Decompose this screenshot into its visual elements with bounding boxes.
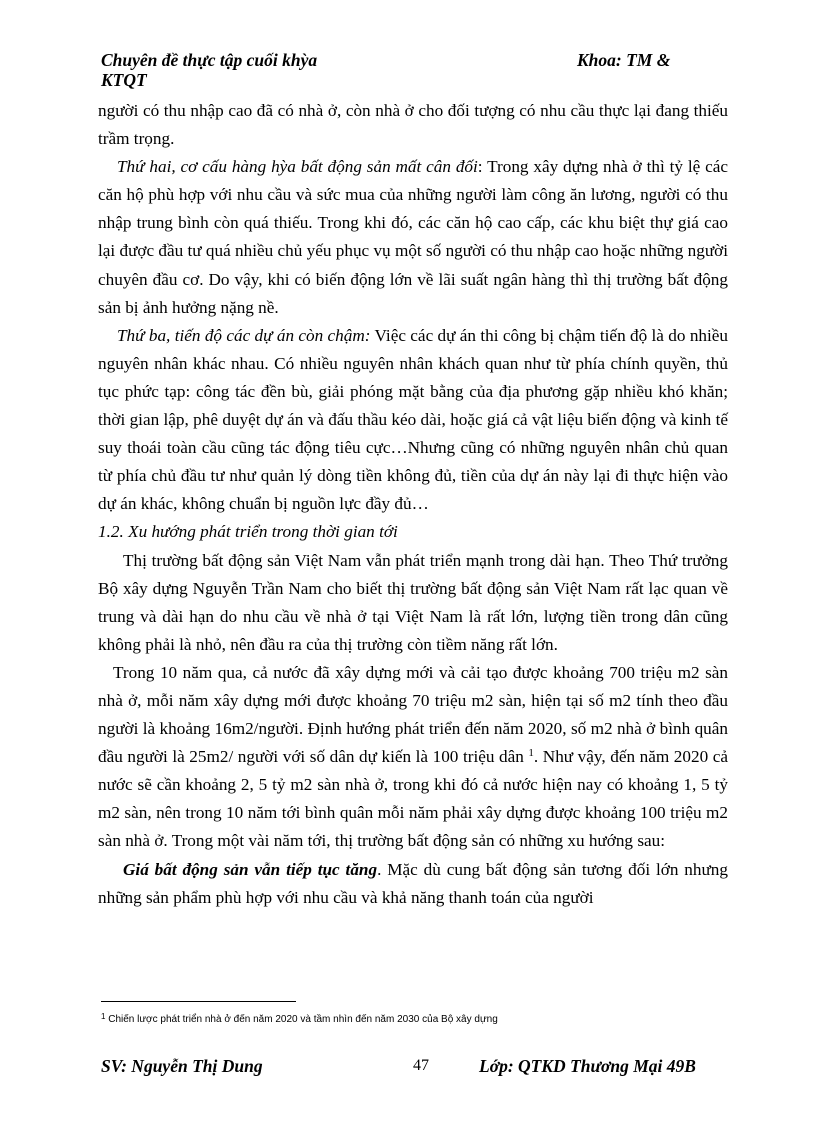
page-footer — [101, 1055, 721, 1077]
footer-student: SV: Nguyễn Thị Dung — [101, 1056, 263, 1076]
section-heading: 1.2. Xu hướng phát triển trong thời gian tới — [98, 522, 398, 542]
footnote — [101, 1013, 721, 1027]
paragraph-1: người có thu nhập cao đã có nhà ở, còn nhà ở cho đối tượng có nhu cầu thực lại đang thiếu trầm trọng. — [98, 101, 728, 149]
footer-class: Lớp: QTKD Thương Mại 49B — [479, 1056, 696, 1076]
footnote-text: Chiến lược phát triển nhà ở đến năm 2020 và tầm nhìn đến năm 2030 của Bộ xây dựng — [105, 1014, 498, 1025]
footnote-reference[interactable]: 1 — [528, 747, 534, 760]
paragraph-6-lead: Giá bất động sản vẫn tiếp tục tăng — [123, 859, 378, 879]
paragraph-5-text-b: . Như vậy, đến năm 2020 cả nước sẽ cần khoảng 2, 5 tỷ m2 sàn nhà ở, trong khi đó cả nước hiện nay có khoảng 1, 5 tỷ m2 sàn, nên trong 10 năm tới bình quân mỗi năm phải xây dựng được khoảng 100 triệu m2 sàn nhà ở. Trong một vài năm tới, thị trường bất động sản có những xu hướng sau: — [98, 747, 728, 851]
paragraph-5 — [98, 659, 728, 856]
header-title: Chuyên đề thực tập cuối khỳa — [101, 50, 318, 70]
paragraph-3 — [98, 322, 728, 519]
paragraph-5-text-a: Trong 10 năm qua, cả nước đã xây dựng mới và cải tạo được khoảng 700 triệu m2 sàn nhà ở, mỗi năm xây dựng mới được khoảng 70 triệu m2 sàn, hiện tại số m2 tính theo đầu người là khoảng 16m2/người. Định hướng phát triển đến năm 2020, số m2 nhà ở bình quân đầu người là 25m2/ người với số dân dự kiến là 100 triệu dân — [98, 662, 728, 767]
paragraph-2 — [98, 153, 728, 322]
header-faculty: Khoa: TM & — [577, 50, 671, 70]
footnote-divider — [101, 1001, 296, 1002]
paragraph-2-text: : Trong xây dựng nhà ở thì tỷ lệ các căn hộ phù hợp với nhu cầu và sức mua của những người làm công ăn lương, người có thu nhập trung bình còn quá thiếu. Trong khi đó, các căn hộ cao cấp, các khu biệt thự giá cao lại được đầu tư quá nhiều chủ yếu phục vụ một số người có thu nhập cao hoặc những người chuyên đầu cơ. Do vậy, khi có biến động lớn về lãi suất ngân hàng thì thị trường bất động sản bị ảnh hưởng nặng nề. — [98, 157, 728, 317]
header-faculty-continuation: KTQT — [101, 70, 147, 90]
page-number: 47 — [413, 1057, 429, 1074]
paragraph-6 — [98, 856, 728, 912]
footnote-number: 1 — [101, 1012, 106, 1021]
paragraph-6-text: . Mặc dù cung bất động sản tương đối lớn nhưng những sản phẩm phù hợp với nhu cầu và khả năng thanh toán của người — [98, 859, 728, 907]
paragraph-3-text: Việc các dự án thi công bị chậm tiến độ là do nhiều nguyên nhân khác nhau. Có nhiều nguyên nhân khách quan như từ phía chính quyền, thủ tục phức tạp: công tác đền bù, giải phóng mặt bằng của địa phương gặp nhiều khó khăn; thời gian lập, phê duyệt dự án và đấu thầu kéo dài, hoặc giá cả vật liệu biến động và kinh tế suy thoái toàn cầu cũng tác động tiêu cực…Nhưng cũng có những nguyên nhân chủ quan từ phía chủ đầu tư như quản lý dòng tiền không đủ, tiền của dự án này lại đi thực hiện vào dự án khác, không chuẩn bị nguồn lực đầy đủ… — [98, 325, 729, 514]
body-text — [98, 97, 728, 912]
paragraph-2-lead: Thứ hai, cơ cấu hàng hỳa bất động sản mất cân đối — [117, 157, 478, 177]
paragraph-4: Thị trường bất động sản Việt Nam vẫn phát triển mạnh trong dài hạn. Theo Thứ trưởng Bộ xây dựng Nguyễn Trần Nam cho biết thị trường bất động sản Việt Nam rất lạc quan về trung và dài hạn do nhu cầu về nhà ở tại Việt Nam là rất lớn, lượng tiền trong dân cũng không phải là nhỏ, nên đầu ra của thị trường còn tiềm năng rất lớn. — [98, 550, 728, 654]
paragraph-3-lead: Thứ ba, tiến độ các dự án còn chậm: — [117, 325, 371, 345]
